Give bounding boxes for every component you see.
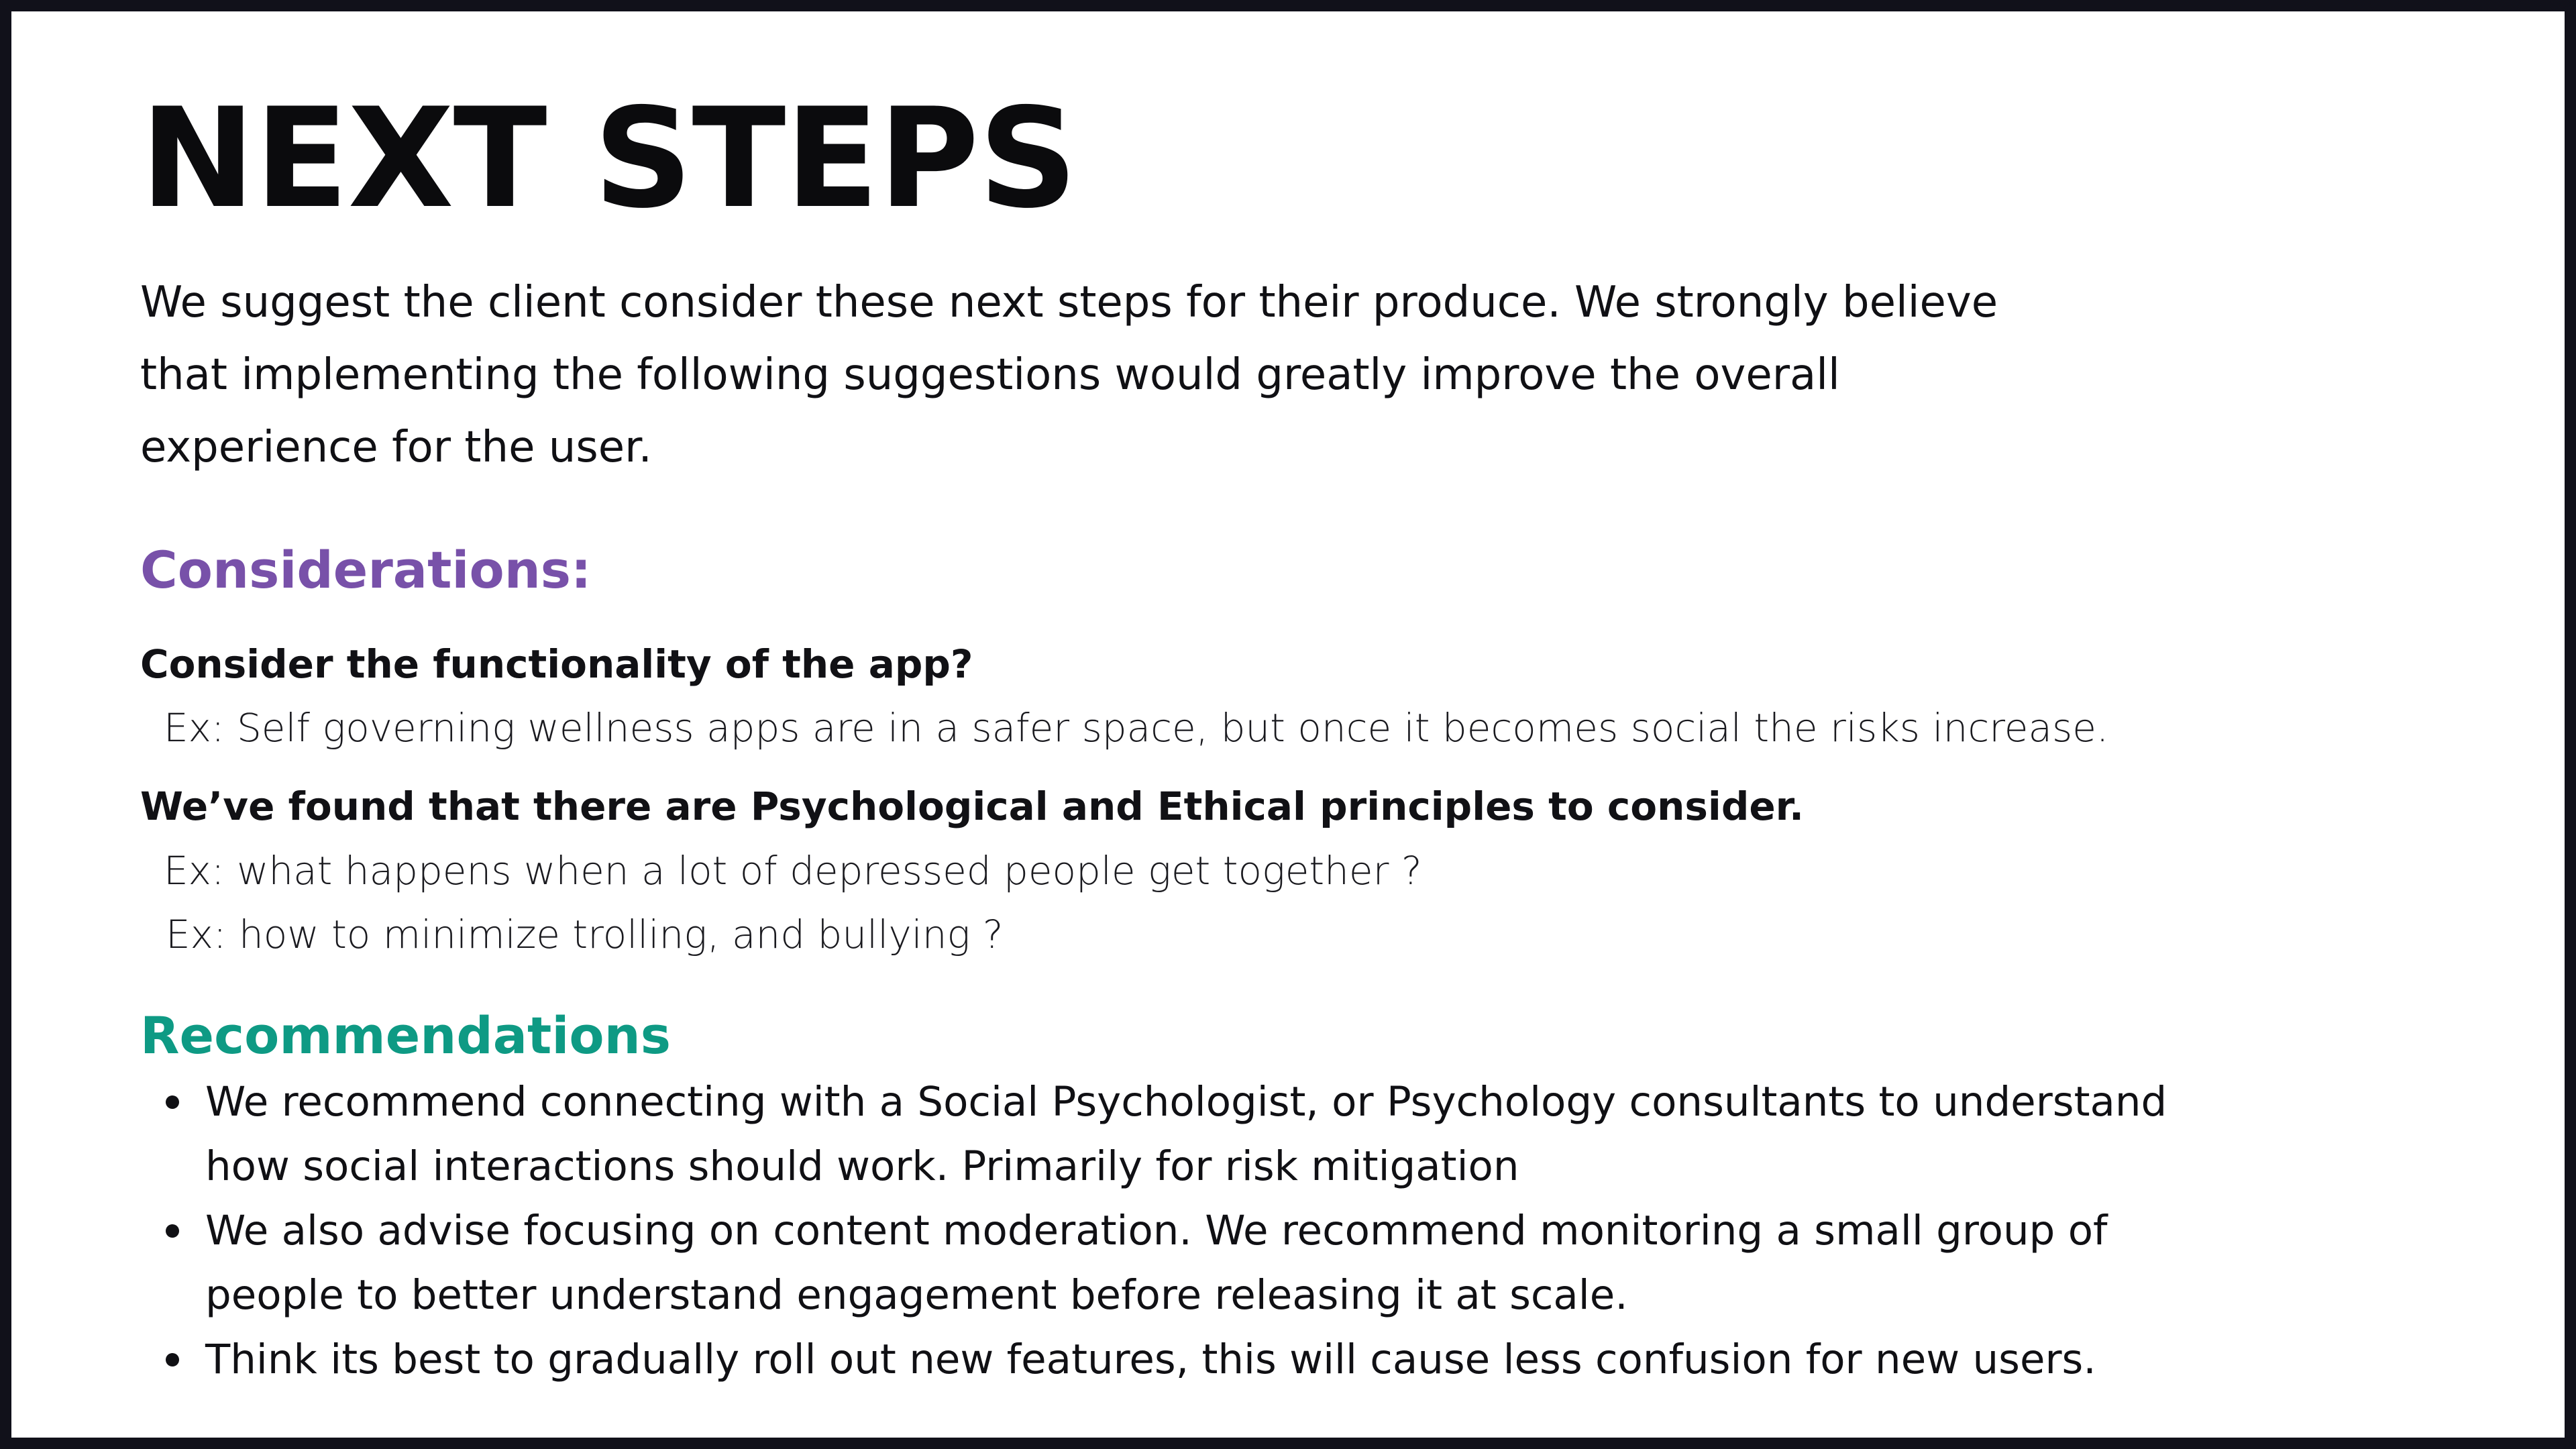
consideration-question: Consider the functionality of the app? [140,641,973,687]
slide-title: NEXT STEPS [140,79,1077,239]
slide-frame [11,11,2565,1438]
consideration-question: We’ve found that there are Psychological and Ethical principles to consider. [140,784,1805,829]
considerations-heading: Considerations: [140,540,592,600]
consideration-example: Ex: Self governing wellness apps are in a safer space, but once it becomes social the risks increase. [164,705,2109,751]
bullet-icon [166,1224,179,1238]
recommendation-item [140,1328,2253,1392]
consideration-example: Ex: what happens when a lot of depressed people get together ? [164,848,1422,894]
bullet-icon [166,1353,179,1366]
recommendation-text: We recommend connecting with a Social Psychologist, or Psychology consultants to understand how social interactions should work. Primarily for risk mitigation [205,1078,2167,1190]
recommendations-list [140,1070,2253,1392]
recommendation-text: We also advise focusing on content moderation. We recommend monitoring a small group of people to better understand engagement before releasing it at scale. [205,1207,2108,1319]
bullet-icon [166,1095,179,1109]
recommendation-item [140,1199,2253,1328]
recommendation-item [140,1070,2253,1199]
recommendation-text: Think its best to gradually roll out new features, this will cause less confusion for new users. [205,1336,2096,1383]
intro-paragraph: We suggest the client consider these next steps for their produce. We strongly believe that implementing the following suggestions would greatly improve the overall experience for the user. [140,278,1998,472]
consideration-example: Ex: how to minimize trolling, and bullying ? [166,912,1004,957]
recommendations-heading: Recommendations [140,1006,671,1065]
